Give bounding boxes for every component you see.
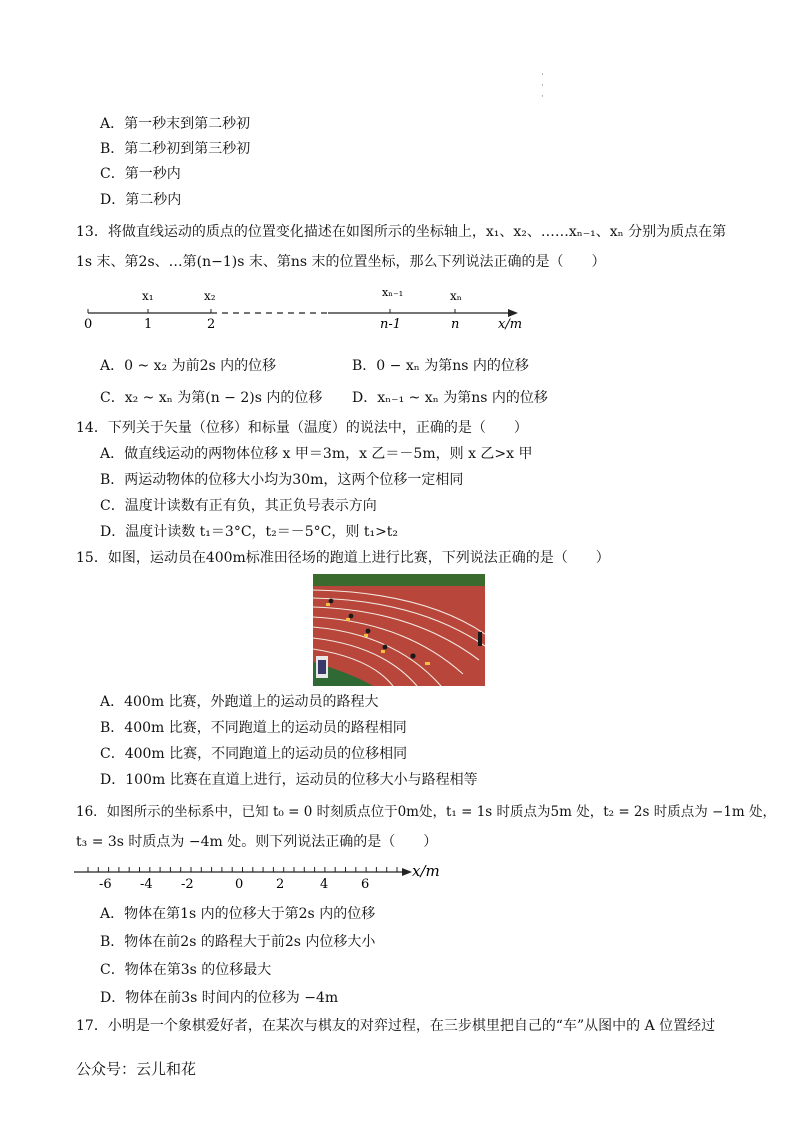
q13-axis-figure	[80, 284, 530, 334]
q16-tick-label--6: -6	[99, 877, 112, 892]
q13-tick-label-1: 1	[144, 317, 153, 332]
q13-point-x2: x₂	[204, 289, 216, 303]
q14-option-d: D．温度计读数 t₁＝3°C，t₂＝－5°C，则 t₁>t₂	[100, 524, 399, 540]
running-track-photo	[313, 574, 485, 686]
q14-option-b: B．两运动物体的位移大小均为30m，这两个位移一定相同	[100, 472, 464, 488]
q13-tick-label-n-1: n-1	[380, 317, 402, 332]
q13-stem-2: 1s 末、第2s、…第(n−1)s 末、第ns 末的位置坐标，那么下列说法正确的是（ ）	[76, 254, 606, 270]
q15-option-b: B．400m 比赛，不同跑道上的运动员的路程相同	[100, 720, 407, 736]
q16-option-c: C．物体在第3s 的位移最大	[100, 962, 272, 978]
q13-option-a: A．0 ~ x₂ 为前2s 内的位移	[100, 358, 277, 374]
q16-tick-label-0: 0	[235, 877, 244, 892]
q13-option-b: B．0 − xₙ 为第ns 内的位移	[352, 358, 529, 374]
q13-option-d: D．xₙ₋₁ ~ xₙ 为第ns 内的位移	[352, 390, 548, 406]
q16-ticks	[88, 867, 397, 872]
q14-stem: 14．下列关于矢量（位移）和标量（温度）的说法中，正确的是（ ）	[76, 420, 528, 436]
q17-stem: 17．小明是一个象棋爱好者，在某次与棋友的对弈过程，在三步棋里把自己的“车”从图中的 A 位置经过	[76, 1018, 716, 1034]
q16-tick-label--4: -4	[140, 877, 153, 892]
q13-tick-label-n: n	[451, 317, 460, 332]
q16-tick-label--2: -2	[181, 877, 194, 892]
q13-point-x1: x₁	[142, 289, 154, 303]
q16-tick-label-4: 4	[320, 877, 329, 892]
q13-axis-unit: x/m	[498, 317, 523, 332]
q16-axis-arrow	[402, 868, 412, 876]
q12-option-a: A．第一秒末到第二秒初	[100, 116, 251, 132]
q16-option-d: D．物体在前3s 时间内的位移为 −4m	[100, 990, 339, 1006]
footer-watermark: 公众号：云儿和花	[76, 1060, 197, 1078]
q16-option-a: A．物体在第1s 内的位移大于第2s 内的位移	[100, 906, 376, 922]
q14-option-c: C．温度计读数有正有负，其正负号表示方向	[100, 498, 377, 514]
q15-option-a: A．400m 比赛，外跑道上的运动员的路程大	[100, 694, 379, 710]
q15-option-c: C．400m 比赛，不同跑道上的运动员的位移相同	[100, 746, 408, 762]
header-dots: · · ·	[541, 70, 544, 102]
q15-option-d: D．100m 比赛在直道上进行，运动员的位移大小与路程相等	[100, 772, 478, 788]
q16-tick-label-2: 2	[276, 877, 285, 892]
q16-stem-2: t₃ = 3s 时质点为 −4m 处。则下列说法正确的是（ ）	[76, 834, 438, 850]
q13-option-c: C．x₂ ~ xₙ 为第(n − 2)s 内的位移	[100, 390, 323, 406]
q13-tick-label-2: 2	[207, 317, 216, 332]
q13-point-xn-1: xₙ₋₁	[382, 286, 404, 299]
q16-axis-unit: x/m	[412, 862, 440, 880]
q13-axis-arrow	[508, 309, 518, 317]
q14-option-a: A．做直线运动的两物体位移 x 甲＝3m，x 乙＝－5m，则 x 乙>x 甲	[100, 446, 533, 462]
q12-option-d: D．第二秒内	[100, 192, 182, 208]
q13-tick-label-0: 0	[84, 317, 93, 332]
q12-option-c: C．第一秒内	[100, 166, 181, 182]
q13-stem-1: 13．将做直线运动的质点的位置变化描述在如图所示的坐标轴上，x₁、x₂、……xₙ₋₁、xₙ 分别为质点在第	[76, 224, 727, 240]
q16-stem-1: 16．如图所示的坐标系中，已知 t₀ = 0 时刻质点位于0m处，t₁ = 1s 时质点为5m 处，t₂ = 2s 时质点为 −1m 处，	[76, 804, 777, 820]
q16-tick-label-6: 6	[361, 877, 370, 892]
q15-stem: 15．如图，运动员在400m标准田径场的跑道上进行比赛，下列说法正确的是（ ）	[76, 550, 610, 566]
q12-option-b: B．第二秒初到第三秒初	[100, 141, 251, 157]
q16-option-b: B．物体在前2s 的路程大于前2s 内位移大小	[100, 934, 376, 950]
q13-point-xn: xₙ	[450, 289, 462, 303]
q16-axis-figure	[72, 858, 452, 898]
